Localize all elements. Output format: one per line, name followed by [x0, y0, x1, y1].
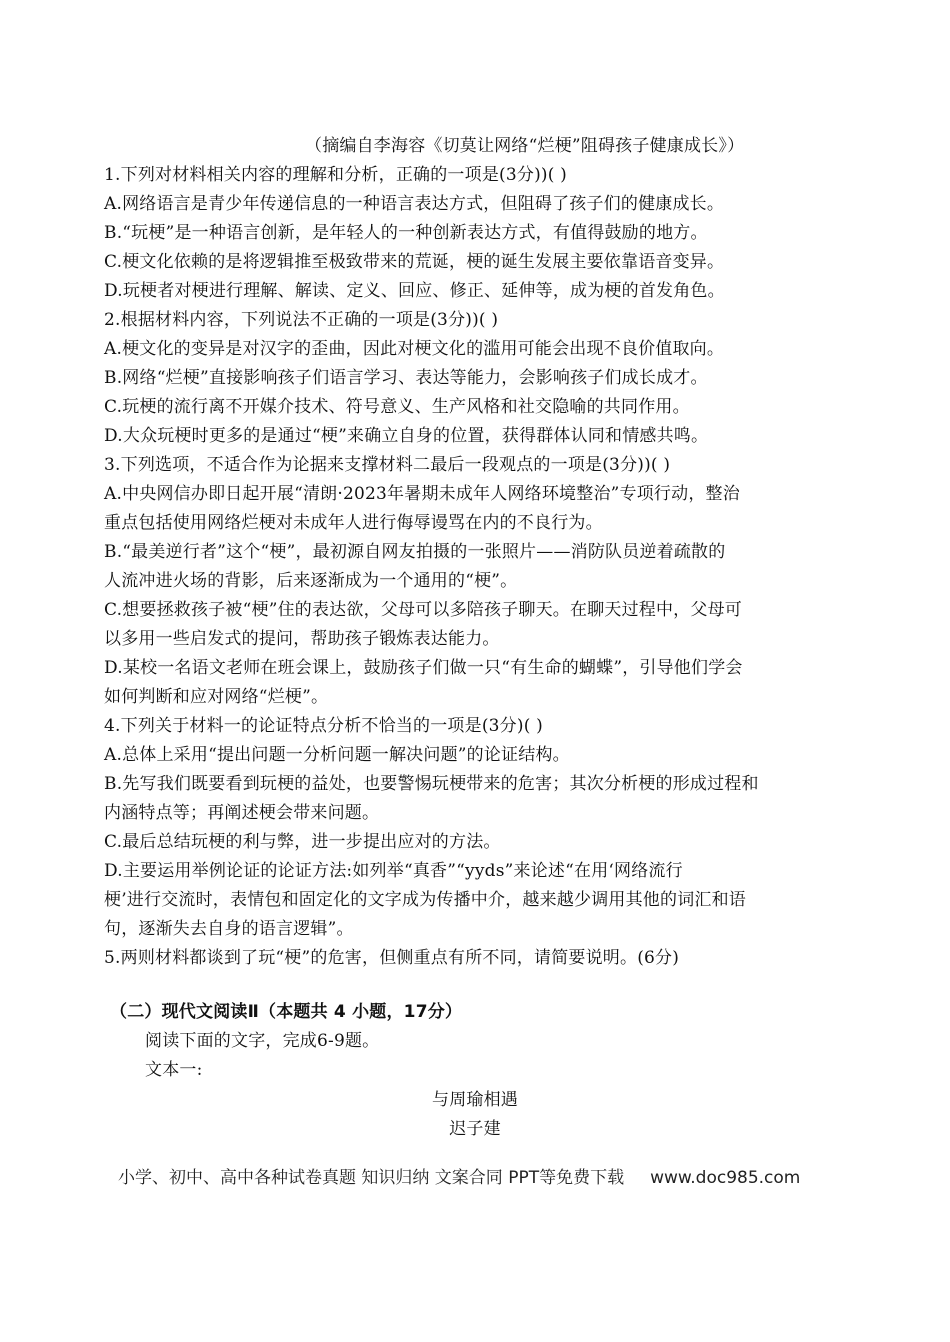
- q4-option-c: C.最后总结玩梗的利与弊，进一步提出应对的方法。: [104, 832, 501, 852]
- q3-option-d-line-2: 如何判断和应对网络“烂梗”。: [104, 687, 329, 707]
- question-2: 2.根据材料内容，下列说法不正确的一项是(3分))( ): [104, 310, 499, 330]
- q3-option-c-line-2: 以多用一些启发式的提问，帮助孩子锻炼表达能力。: [104, 629, 500, 649]
- section-heading: （二）现代文阅读Ⅱ（本题共 4 小题，17分）: [110, 1002, 463, 1022]
- text-label: 文本一:: [145, 1060, 203, 1080]
- q3-option-b-line-1: B.“最美逆行者”这个“梗”，最初源自网友拍摄的一张照片——消防队员逆着疏散的: [104, 542, 726, 562]
- q1-option-d: D.玩梗者对梗进行理解、解读、定义、回应、修正、延伸等，成为梗的首发角色。: [104, 281, 725, 301]
- footer-url[interactable]: www.doc985.com: [650, 1168, 801, 1188]
- q4-option-d-line-2: 梗’进行交流时，表情包和固定化的文字成为传播中介，越来越少调用其他的词汇和语: [104, 890, 747, 910]
- question-1: 1.下列对材料相关内容的理解和分析，正确的一项是(3分))( ): [104, 165, 567, 185]
- source-citation: （摘编自李海容《切莫让网络“烂梗”阻碍孩子健康成长》）: [305, 136, 745, 156]
- story-author: 迟子建: [449, 1119, 501, 1139]
- question-4: 4.下列关于材料一的论证特点分析不恰当的一项是(3分)( ): [104, 716, 543, 736]
- q4-option-d-line-1: D.主要运用举例论证的论证方法:如列举“真香”“yyds”来论述“在用‘网络流行: [104, 861, 683, 881]
- q2-option-d: D.大众玩梗时更多的是通过“梗”来确立自身的位置，获得群体认同和情感共鸣。: [104, 426, 709, 446]
- q1-option-a: A.网络语言是青少年传递信息的一种语言表达方式，但阻碍了孩子们的健康成长。: [104, 194, 725, 214]
- footer-text: 小学、初中、高中各种试卷真题 知识归纳 文案合同 PPT等免费下载: [118, 1168, 625, 1188]
- q2-option-b: B.网络“烂梗”直接影响孩子们语言学习、表达等能力，会影响孩子们成长成才。: [104, 368, 708, 388]
- footer: [118, 1167, 800, 1189]
- q4-option-d-line-3: 句，逐渐失去自身的语言逻辑”。: [104, 919, 354, 939]
- q1-option-b: B.“玩梗”是一种语言创新，是年轻人的一种创新表达方式，有值得鼓励的地方。: [104, 223, 708, 243]
- reading-instruction: 阅读下面的文字，完成6-9题。: [145, 1031, 380, 1051]
- q3-option-d-line-1: D.某校一名语文老师在班会课上，鼓励孩子们做一只“有生命的蝴蝶”，引导他们学会: [104, 658, 743, 678]
- q4-option-b-line-2: 内涵特点等；再阐述梗会带来问题。: [104, 803, 380, 823]
- q3-option-a-line-1: A.中央网信办即日起开展“清朗·2023年暑期未成年人网络环境整治”专项行动，整治: [104, 484, 740, 504]
- q1-option-c: C.梗文化依赖的是将逻辑推至极致带来的荒诞，梗的诞生发展主要依靠语音变异。: [104, 252, 725, 272]
- q2-option-a: A.梗文化的变异是对汉字的歪曲，因此对梗文化的滥用可能会出现不良价值取向。: [104, 339, 725, 359]
- q2-option-c: C.玩梗的流行离不开媒介技术、符号意义、生产风格和社交隐喻的共同作用。: [104, 397, 690, 417]
- q4-option-b-line-1: B.先写我们既要看到玩梗的益处，也要警惕玩梗带来的危害；其次分析梗的形成过程和: [104, 774, 759, 794]
- story-title: 与周瑜相遇: [432, 1090, 518, 1110]
- question-5: 5.两则材料都谈到了玩“梗”的危害，但侧重点有所不同，请简要说明。(6分): [104, 948, 680, 968]
- q3-option-b-line-2: 人流冲进火场的背影，后来逐渐成为一个通用的“梗”。: [104, 571, 518, 591]
- q4-option-a: A.总体上采用“提出问题一分析问题一解决问题”的论证结构。: [104, 745, 570, 765]
- q3-option-c-line-1: C.想要拯救孩子被“梗”住的表达欲，父母可以多陪孩子聊天。在聊天过程中，父母可: [104, 600, 742, 620]
- question-3: 3.下列选项，不适合作为论据来支撑材料二最后一段观点的一项是(3分))( ): [104, 455, 671, 475]
- q3-option-a-line-2: 重点包括使用网络烂梗对未成年人进行侮辱谩骂在内的不良行为。: [104, 513, 603, 533]
